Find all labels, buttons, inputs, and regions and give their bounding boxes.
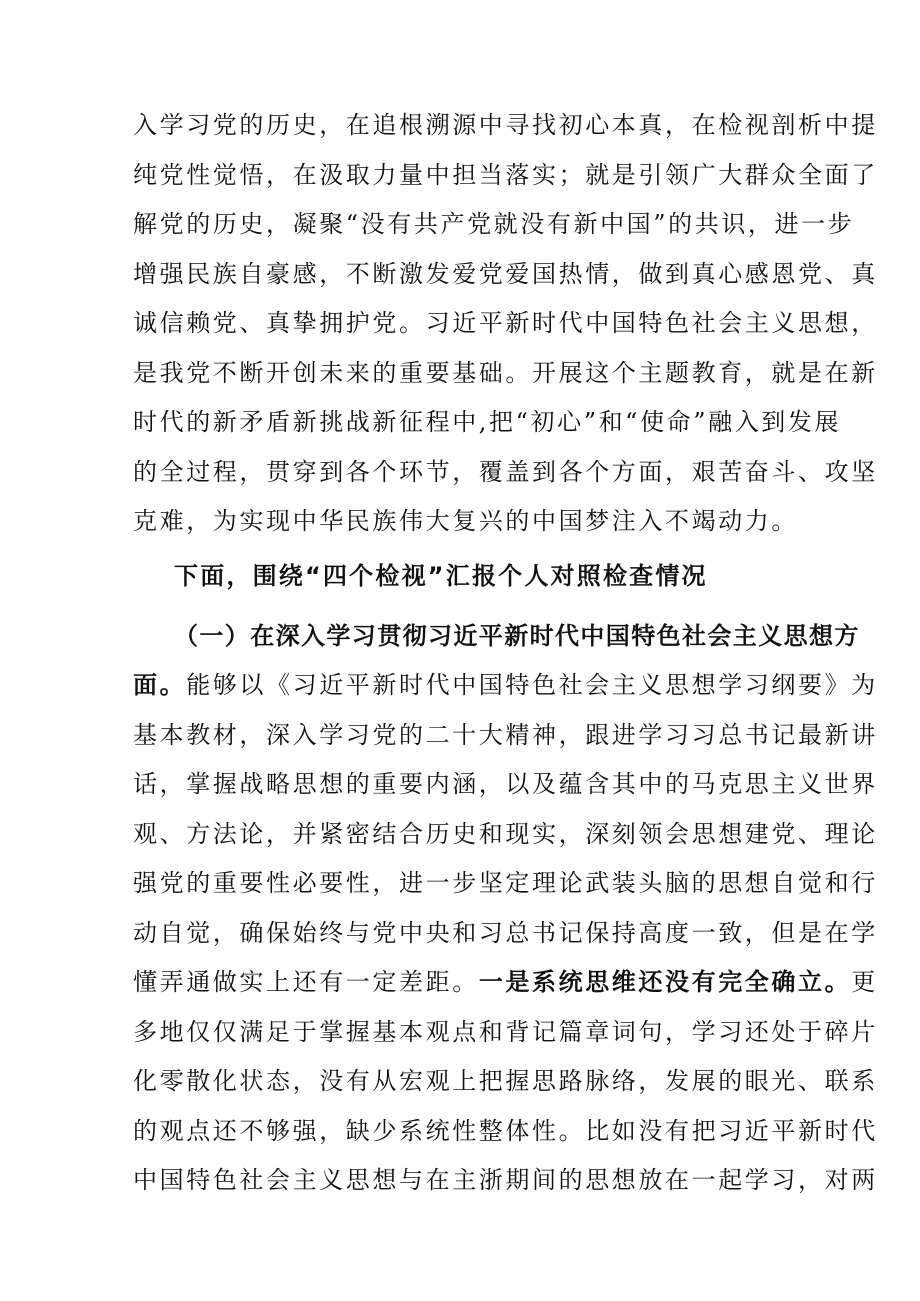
text-line: 动自觉，确保始终与党中央和习总书记保持高度一致，但是在学 xyxy=(133,919,878,947)
section-title-end: 面。 xyxy=(133,671,187,699)
text-line: 的全过程，贯穿到各个环节，覆盖到各个方面，艰苦奋斗、攻坚 xyxy=(133,458,878,486)
text-line: 的观点还不够强，缺少系统性整体性。比如没有把习近平新时代 xyxy=(133,1117,878,1145)
text-line: 多地仅仅满足于掌握基本观点和背记篇章词句，学习还处于碎片 xyxy=(133,1018,878,1046)
text-line: 时代的新矛盾新挑战新征程中,把“初心”和“使命”融入到发展 xyxy=(133,408,842,436)
text-line: 是我党不断开创未来的重要基础。开展这个主题教育，就是在新 xyxy=(133,359,878,387)
text-line: 诚信赖党、真挚拥护党。习近平新时代中国特色社会主义思想， xyxy=(133,309,878,337)
section-heading: 下面，围绕“四个检视”汇报个人对照检查情况 xyxy=(174,562,708,590)
text-line: 中国特色社会主义思想与在主浙期间的思想放在一起学习，对两 xyxy=(133,1166,878,1194)
text-line: 强党的重要性必要性，进一步坚定理论武装头脑的思想自觉和行 xyxy=(133,869,878,897)
text-line: 增强民族自豪感，不断激发爱党爱国热情，做到真心感恩党、真 xyxy=(133,260,878,288)
text-line: 话，掌握战略思想的重要内涵，以及蕴含其中的马克思主义世界 xyxy=(133,770,878,798)
text-line: 纯党性觉悟，在汲取力量中担当落实；就是引领广大群众全面了 xyxy=(133,161,878,189)
text-line xyxy=(133,967,878,997)
text-line: 基本教材，深入学习党的二十大精神，跟进学习习总书记最新讲 xyxy=(133,721,878,749)
text-segment: 能够以《习近平新时代中国特色社会主义思想学习纲要》为 xyxy=(186,671,878,699)
text-segment: 懂弄通做实上还有一定差距。 xyxy=(133,968,479,996)
text-line xyxy=(133,670,878,700)
key-point-bold: 一是系统思维还没有完全确立。 xyxy=(478,968,852,996)
text-line: 克难，为实现中华民族伟大复兴的中国梦注入不竭动力。 xyxy=(133,507,798,535)
text-line: 观、方法论，并紧密结合历史和现实，深刻领会思想建党、理论 xyxy=(133,820,878,848)
text-line: 入学习党的历史，在追根溯源中寻找初心本真，在检视剖析中提 xyxy=(133,111,878,139)
section-title: （一）在深入学习贯彻习近平新时代中国特色社会主义思想方 xyxy=(174,622,860,650)
text-line: 化零散化状态，没有从宏观上把握思路脉络，发展的眼光、联系 xyxy=(133,1067,878,1095)
text-segment: 更 xyxy=(851,968,878,996)
text-line: 解党的历史，凝聚“没有共产党就没有新中国”的共识，进一步 xyxy=(133,210,855,238)
